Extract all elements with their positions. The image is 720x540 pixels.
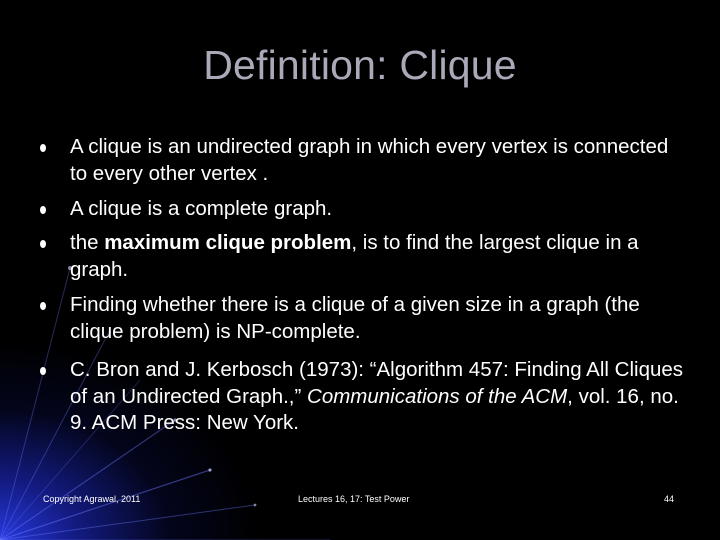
- bullet-text-run: the: [70, 231, 105, 254]
- bullet-text: [70, 134, 690, 187]
- bullet-text-run: Finding whether there is a clique of a given size in a graph (the clique problem) is NP-complete.: [70, 293, 640, 343]
- bullet-marker: [40, 206, 46, 214]
- bullet-text: [70, 230, 690, 283]
- bullet-text-run: Communications of the ACM: [307, 384, 568, 408]
- bullet-text: [70, 196, 690, 223]
- bullet-marker: [40, 144, 46, 152]
- bullet-marker: [40, 302, 46, 310]
- footer-copyright: Copyright Agrawal, 2011: [43, 494, 141, 504]
- footer-page-number: 44: [664, 494, 675, 504]
- bullet-text-run: maximum clique problem: [104, 231, 352, 254]
- bullet-text: [70, 357, 690, 437]
- bullet-text-run: , vol. 16, no. 9. ACM Press: New York.: [70, 384, 679, 434]
- bullet-text-run: A clique is a complete graph.: [70, 197, 333, 220]
- footer-lecture-title: Lectures 16, 17: Test Power: [298, 494, 410, 504]
- bullet-text-run: , is to find the largest clique in a graph.: [70, 231, 639, 281]
- bullet-text-run: A clique is an undirected graph in which every vertex is connected to every other vertex .: [70, 135, 669, 185]
- slide-title: Definition: Clique: [203, 42, 517, 88]
- bullet-marker: [40, 240, 46, 248]
- bullet-text-run: C. Bron and J. Kerbosch (1973): “Algorithm 457: Finding All Cliques of an Undirected Graph.,”: [70, 358, 684, 408]
- bullet-text: [70, 292, 690, 345]
- bullet-marker: [40, 367, 46, 375]
